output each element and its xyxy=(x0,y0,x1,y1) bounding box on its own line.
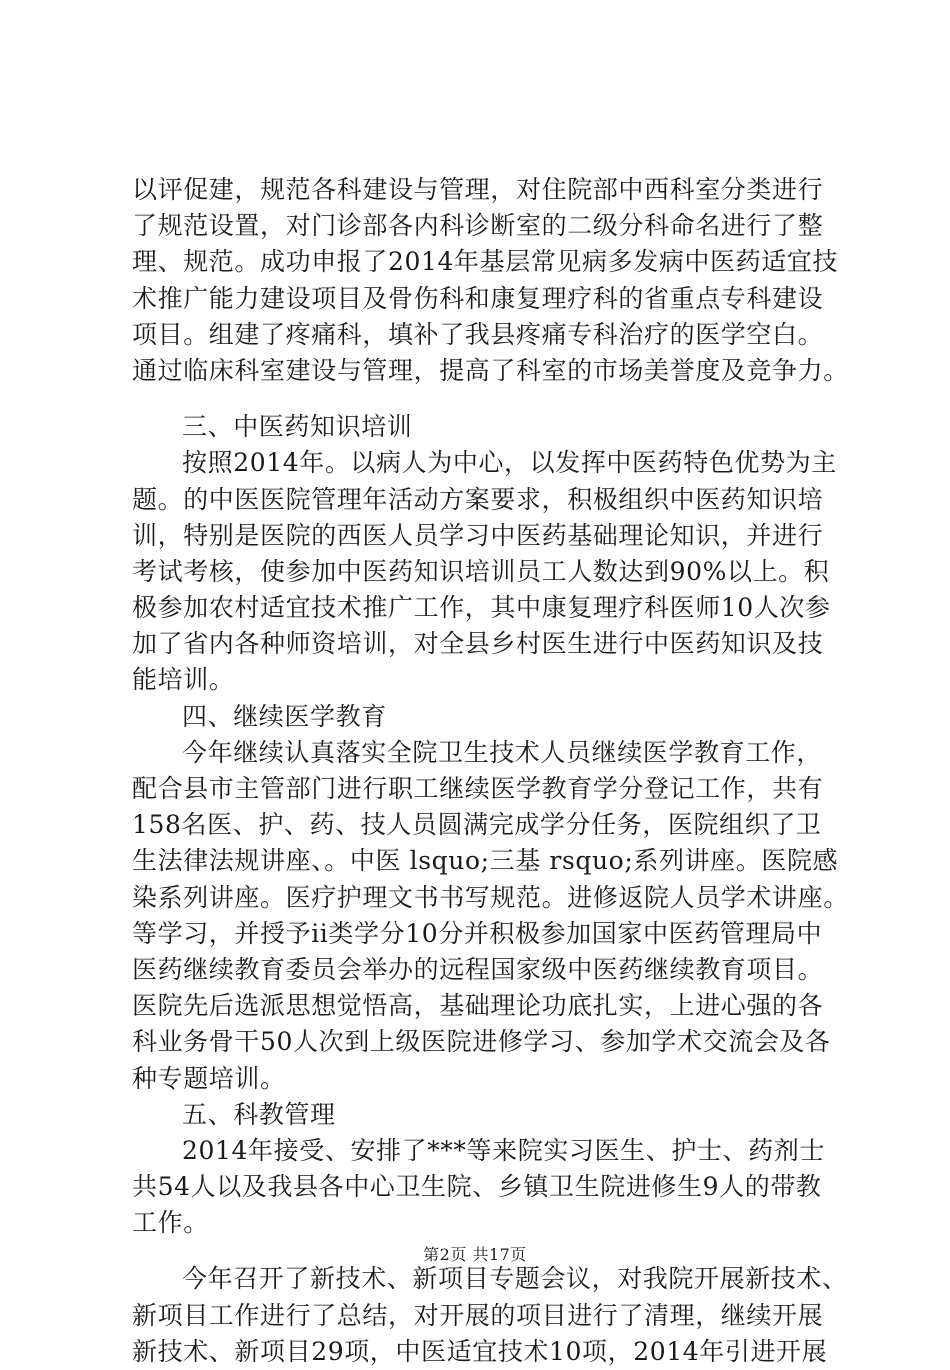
text-line: 术推广能力建设项目及骨伤科和康复理疗科的省重点专科建设 xyxy=(132,283,824,313)
text-line: 项目。组建了疼痛科，填补了我县疼痛专科治疗的医学空白。 xyxy=(132,319,824,349)
paragraph-internships xyxy=(132,1133,832,1242)
text-line: 能培训。 xyxy=(132,665,235,695)
section-heading-continuing-education: 四、继续医学教育 xyxy=(182,701,387,731)
text-line: 配合县市主管部门进行职工继续医学教育学分登记工作，共有 xyxy=(132,774,824,803)
text-line: 医药继续教育委员会举办的远程国家级中医药继续教育项目。 xyxy=(132,954,824,984)
text-line: 考试考核，使参加中医药知识培训员工人数达到90%以上。积 xyxy=(132,556,830,586)
paragraph-new-technology xyxy=(132,1261,848,1370)
text-line: 新项目工作进行了总结，对开展的项目进行了清理，继续开展 xyxy=(132,1300,824,1330)
text-line: 了规范设置，对门诊部各内科诊断室的二级分科命名进行了整 xyxy=(132,211,824,241)
text-line: 医院先后选派思想觉悟高，基础理论功底扎实，上进心强的各 xyxy=(132,991,824,1021)
document-body xyxy=(132,172,849,1370)
text-line: 染系列讲座。医疗护理文书书写规范。进修返院人员学术讲座。 xyxy=(132,882,849,912)
text-line: 新技术、新项目29项，中医适宜技术10项，2014年引进开展 xyxy=(132,1336,828,1366)
text-line: 极参加农村适宜技术推广工作，其中康复理疗科医师10人次参 xyxy=(132,593,831,623)
text-line: 题。的中医医院管理年活动方案要求，积极组织中医药知识培 xyxy=(132,484,824,514)
text-line: 158名医、护、药、技人员圆满完成学分任务，医院组织了卫 xyxy=(132,810,822,840)
text-line: 按照2014年。以病人为中心，以发挥中医药特色优势为主 xyxy=(182,448,837,478)
text-line: 科业务骨干50人次到上级医院进修学习、参加学术交流会及各 xyxy=(132,1027,831,1057)
section-heading-tcm-training: 三、中医药知识培训 xyxy=(182,412,413,442)
text-line: 今年召开了新技术、新项目专题会议，对我院开展新技术、 xyxy=(182,1264,848,1294)
text-line: 生法律法规讲座、。中医 lsquo;三基 rsquo;系列讲座。医院感 xyxy=(132,846,839,876)
text-line: 理、规范。成功申报了2014年基层常见病多发病中医药适宜技 xyxy=(132,247,839,277)
text-line: 等学习，并授予ii类学分10分并积极参加国家中医药管理局中 xyxy=(132,918,823,948)
text-line: 通过临床科室建设与管理，提高了科室的市场美誉度及竞争力。 xyxy=(132,355,849,385)
paragraph-tcm-training xyxy=(132,445,837,698)
text-line: 种专题培训。 xyxy=(132,1063,286,1093)
paragraph-gap xyxy=(132,389,832,409)
page-number-footer: 第2页 共17页 xyxy=(423,1245,527,1264)
text-line: 加了省内各种师资培训，对全县乡村医生进行中医药知识及技 xyxy=(132,629,824,659)
section-heading-teaching-management: 五、科教管理 xyxy=(182,1099,336,1129)
text-line: 2014年接受、安排了***等来院实习医生、护士、药剂士 xyxy=(182,1135,825,1165)
text-line: 共54人以及我县各中心卫生院、乡镇卫生院进修生9人的带教 xyxy=(132,1172,822,1202)
paragraph-continuing-education xyxy=(132,735,849,1097)
paragraph-clinical-departments xyxy=(132,172,849,389)
text-line: 今年继续认真落实全院卫生技术人员继续医学教育工作， xyxy=(182,737,823,767)
text-line: 训，特别是医院的西医人员学习中医药基础理论知识，并进行 xyxy=(132,520,824,550)
text-line: 工作。 xyxy=(132,1208,209,1238)
text-line: 以评促建，规范各科建设与管理，对住院部中西科室分类进行 xyxy=(132,175,824,204)
